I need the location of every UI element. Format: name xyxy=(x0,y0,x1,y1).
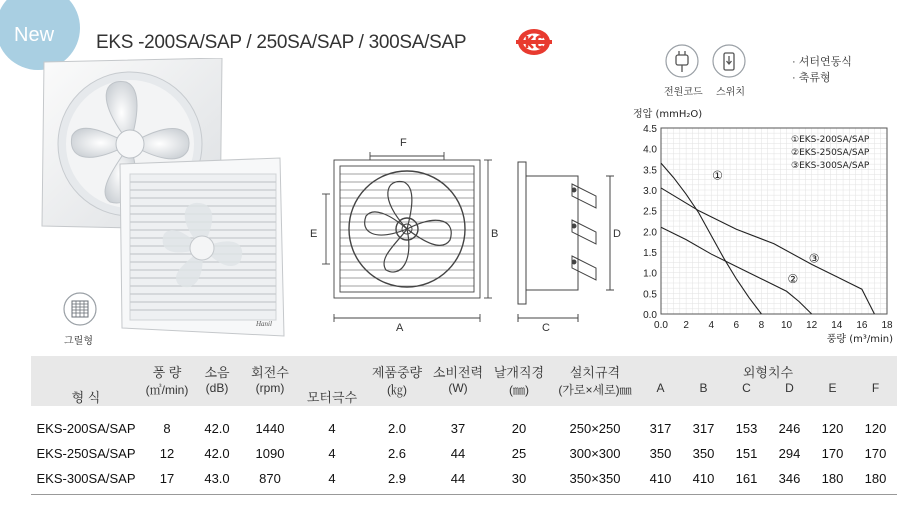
table-cell: 2.6 xyxy=(387,446,407,461)
switch-label: 스위치 xyxy=(716,87,745,98)
table-cell: 25 xyxy=(511,446,527,461)
header-airflow: 풍 량 xyxy=(152,365,182,380)
y-tick-label: 0.0 xyxy=(643,310,657,321)
legend-entry: ③EKS-300SA/SAP xyxy=(791,161,870,171)
power-cord-icon xyxy=(665,44,699,78)
dim-label-c: C xyxy=(542,322,550,334)
side-dimension-drawing xyxy=(508,150,632,336)
header-dim-b: B xyxy=(699,381,708,395)
header-power: 소비전력 xyxy=(432,365,484,380)
header-install-size: 설치규격 xyxy=(569,365,621,380)
table-cell: 300×300 xyxy=(569,446,621,461)
header-dim-c: C xyxy=(742,381,751,395)
table-cell: 44 xyxy=(450,471,466,486)
table-cell: 43.0 xyxy=(204,471,230,486)
y-tick-label: 1.0 xyxy=(643,268,657,280)
y-tick-label: 4.5 xyxy=(643,124,657,135)
performance-chart xyxy=(630,103,910,348)
table-cell: 8 xyxy=(163,421,171,436)
table-cell: 294 xyxy=(778,446,801,461)
x-tick-label: 0.0 xyxy=(654,320,668,331)
table-cell-model: EKS-250SA/SAP xyxy=(36,446,136,461)
grille-type-icon xyxy=(63,292,97,326)
table-cell: 42.0 xyxy=(204,446,230,461)
series-marker: ① xyxy=(712,168,723,183)
kc-certification-icon xyxy=(516,27,552,57)
header-dim-f: F xyxy=(871,381,880,395)
table-cell: 350×350 xyxy=(569,471,621,486)
x-tick-label: 16 xyxy=(856,320,868,331)
new-badge-label: New xyxy=(14,24,55,46)
table-cell: 870 xyxy=(259,471,281,486)
y-tick-label: 2.5 xyxy=(643,206,657,218)
x-tick-label: 8 xyxy=(758,320,765,331)
header-weight: 제품중량 xyxy=(371,365,423,380)
svg-text:Hanil: Hanil xyxy=(256,320,272,328)
table-cell: 17 xyxy=(159,471,175,486)
table-cell: 1090 xyxy=(255,446,285,461)
table-cell: 180 xyxy=(864,471,887,486)
table-cell: 250×250 xyxy=(569,421,621,436)
table-header-row-bottom xyxy=(31,381,897,406)
header-install-unit: (가로×세로)㎜ xyxy=(558,383,632,397)
y-tick-label: 0.5 xyxy=(643,289,657,301)
header-blade-diameter: 날개직경 xyxy=(493,365,545,380)
header-motor-poles: 모터극수 xyxy=(306,390,358,405)
table-row xyxy=(31,466,897,491)
dim-label-f: F xyxy=(400,137,407,149)
table-cell: 30 xyxy=(511,471,527,486)
table-cell: 346 xyxy=(778,471,801,486)
table-bottom-divider xyxy=(31,494,897,495)
series-marker: ③ xyxy=(808,251,820,266)
legend-entry: ①EKS-200SA/SAP xyxy=(791,135,870,145)
switch-icon xyxy=(712,44,746,78)
table-cell: 4 xyxy=(328,446,336,461)
y-tick-label: 2.0 xyxy=(643,227,657,239)
table-cell: 170 xyxy=(864,446,887,461)
dim-label-e: E xyxy=(310,228,318,240)
table-cell: 170 xyxy=(821,446,844,461)
table-cell: 410 xyxy=(649,471,672,486)
y-tick-label: 1.5 xyxy=(643,248,657,259)
table-cell: 317 xyxy=(692,421,715,436)
table-cell: 37 xyxy=(450,421,466,436)
header-dim-d: D xyxy=(785,381,794,395)
header-dim-e: E xyxy=(828,381,837,395)
table-cell: 12 xyxy=(159,446,175,461)
header-power-unit: (W) xyxy=(448,381,468,395)
table-cell: 317 xyxy=(649,421,672,436)
x-tick-label: 10 xyxy=(780,320,793,331)
header-weight-unit: (㎏) xyxy=(387,383,407,397)
table-cell: 44 xyxy=(450,446,466,461)
x-tick-label: 6 xyxy=(733,320,740,331)
header-airflow-unit: (㎥/min) xyxy=(145,383,189,397)
front-dimension-drawing xyxy=(308,138,498,338)
y-tick-label: 4.0 xyxy=(643,144,657,156)
header-model: 형 식 xyxy=(71,390,101,405)
header-rpm: 회전수 xyxy=(251,365,289,380)
y-axis-label: 정압 (mmH₂O) xyxy=(633,109,703,120)
header-dim-a: A xyxy=(656,381,665,395)
table-cell: 410 xyxy=(692,471,715,486)
table-cell-model: EKS-300SA/SAP xyxy=(36,471,136,486)
table-row xyxy=(31,441,897,466)
table-cell: 151 xyxy=(735,446,758,461)
table-cell: 180 xyxy=(821,471,844,486)
dim-label-b: B xyxy=(491,228,499,240)
feature-axial: · 축류형 xyxy=(792,72,831,84)
y-tick-label: 3.5 xyxy=(643,165,657,177)
header-blade-unit: (㎜) xyxy=(509,383,529,397)
table-cell: 153 xyxy=(735,421,758,436)
fan-front-image xyxy=(120,158,284,336)
table-cell: 42.0 xyxy=(204,421,230,436)
header-noise: 소음 xyxy=(204,365,230,380)
y-tick-label: 3.0 xyxy=(643,186,657,197)
series-marker: ② xyxy=(787,272,799,286)
x-tick-label: 12 xyxy=(806,320,818,331)
x-axis-label: 풍량 (m³/min) xyxy=(826,334,893,345)
grille-type-label: 그릴형 xyxy=(64,336,93,347)
table-cell: 161 xyxy=(735,471,758,486)
table-cell-model: EKS-200SA/SAP xyxy=(36,421,136,436)
header-rpm-unit: (rpm) xyxy=(255,381,285,395)
table-row xyxy=(31,406,897,441)
table-cell: 1440 xyxy=(255,421,285,436)
table-cell: 120 xyxy=(864,421,887,436)
table-header-row-top xyxy=(31,356,897,381)
table-cell: 4 xyxy=(328,471,336,486)
x-tick-label: 2 xyxy=(683,320,689,331)
table-cell: 350 xyxy=(649,446,672,461)
power-cord-label: 전원코드 xyxy=(664,87,703,98)
x-tick-label: 14 xyxy=(831,320,843,331)
table-cell: 246 xyxy=(778,421,801,436)
table-cell: 4 xyxy=(328,421,336,436)
feature-shutter: · 셔터연동식 xyxy=(792,56,852,68)
table-cell: 2.9 xyxy=(387,471,407,486)
product-title: EKS -200SA/SAP / 250SA/SAP / 300SA/SAP xyxy=(96,32,467,53)
spec-table xyxy=(31,356,897,491)
legend-entry: ②EKS-250SA/SAP xyxy=(791,148,870,158)
x-tick-label: 18 xyxy=(881,320,893,331)
header-outer-dimensions: 외형치수 xyxy=(742,365,794,380)
table-cell: 20 xyxy=(511,421,527,436)
dim-label-d: D xyxy=(613,228,621,240)
table-cell: 120 xyxy=(821,421,844,436)
table-cell: 2.0 xyxy=(387,421,407,436)
x-tick-label: 4 xyxy=(708,320,715,331)
table-cell: 350 xyxy=(692,446,715,461)
header-noise-unit: (dB) xyxy=(205,381,229,395)
dim-label-a: A xyxy=(396,322,404,334)
